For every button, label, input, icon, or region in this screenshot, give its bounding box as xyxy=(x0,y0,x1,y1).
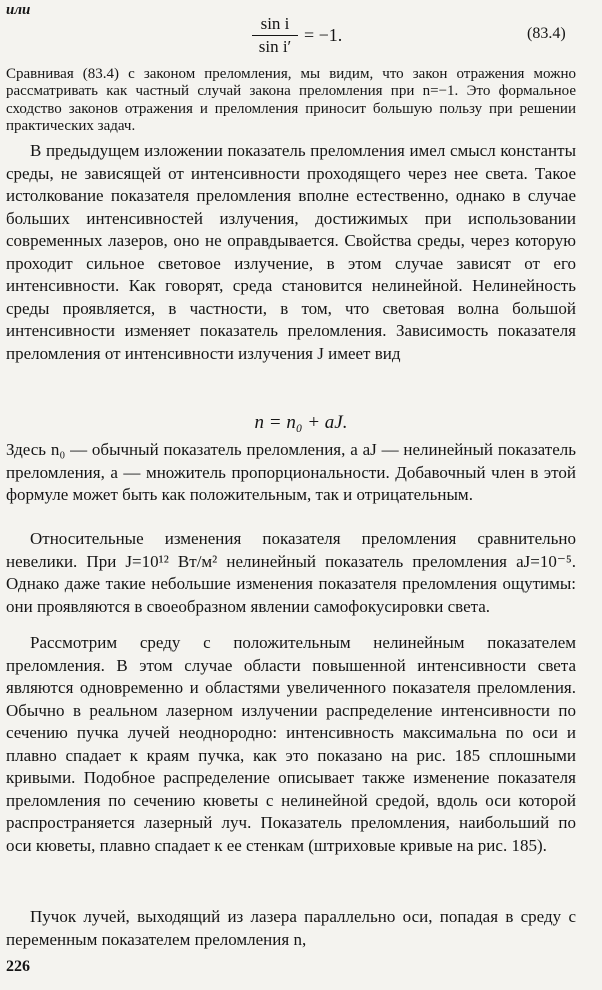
formula-refractive-index: n = n₀ + aJ. xyxy=(254,412,348,433)
small-print-note: Сравнивая (83.4) с законом преломления, мы видим, что закон отражения можно рассматривать как частный случай закона преломления при n=−1. Это формальное сходство законов отражения и преломления приносит большую пользу при решении практических задач. xyxy=(6,66,576,135)
intro-word: или xyxy=(6,2,31,18)
page-number: 226 xyxy=(6,958,30,975)
equation-83-4 xyxy=(0,14,602,60)
paragraph-formula-explanation: Здесь n₀ — обычный показатель преломления, а aJ — нелинейный показатель преломления, a — множитель пропорциональности. Добавочный член в этой формуле может быть как положительным, так и отрицательным. xyxy=(6,440,576,504)
fraction-numerator: sin i xyxy=(260,14,290,33)
equation-number: (83.4) xyxy=(527,25,566,42)
equation-fraction xyxy=(252,14,298,57)
paragraph-nonlinear-medium: В предыдущем изложении показатель преломления имел смысл константы среды, не зависящей от интенсивности проходящего через нее света. Такое истолкование показателя преломления вполне естественно, однако в случае больших интенсивностей излучения, достижимых при использовании современных лазеров, оно не оправдывается. Свойства среды, через которую проходит сильное световое излучение, в этом случае зависят от его интенсивности. Как говорят, среда становится нелинейной. Нелинейность среды проявляется, в частности, в том, что световая волна большой интенсивности изменяет показатель преломления. Зависимость показателя преломления от интенсивности излучения J имеет вид xyxy=(6,141,576,363)
paragraph-positive-nonlinear: Рассмотрим среду с положительным нелинейным показателем преломления. В этом случае области повышенной интенсивности света являются одновременно и областями увеличенного показателя преломления. Обычно в реальном лазерном излучении распределение интенсивности по сечению пучка лучей неоднородно: интенсивность максимальна по оси и плавно спадает к краям пучка, как это показано на рис. 185 сплошными кривыми. Подобное распределение описывает также изменение показателя преломления по сечению кюветы с нелинейной средой, вдоль оси которой распространяется лазерный луч. Показатель преломления, наибольший по оси кюветы, плавно спадает к ее стенкам (штриховые кривые на рис. 185). xyxy=(6,633,576,855)
paragraph-relative-changes: Относительные изменения показателя преломления сравнительно невелики. При J=10¹² Вт/м² нелинейный показатель преломления aJ=10⁻⁵. Однако даже такие небольшие изменения показателя преломления ощутимы: они проявляются в своеобразном явлении самофокусировки света. xyxy=(6,529,576,616)
fraction-bar xyxy=(252,35,298,36)
paragraph-beam: Пучок лучей, выходящий из лазера параллельно оси, попадая в среду с переменным показателем преломления n, xyxy=(6,907,576,949)
equation-rhs: = −1. xyxy=(304,25,343,45)
fraction-denominator: sin i′ xyxy=(258,37,292,56)
